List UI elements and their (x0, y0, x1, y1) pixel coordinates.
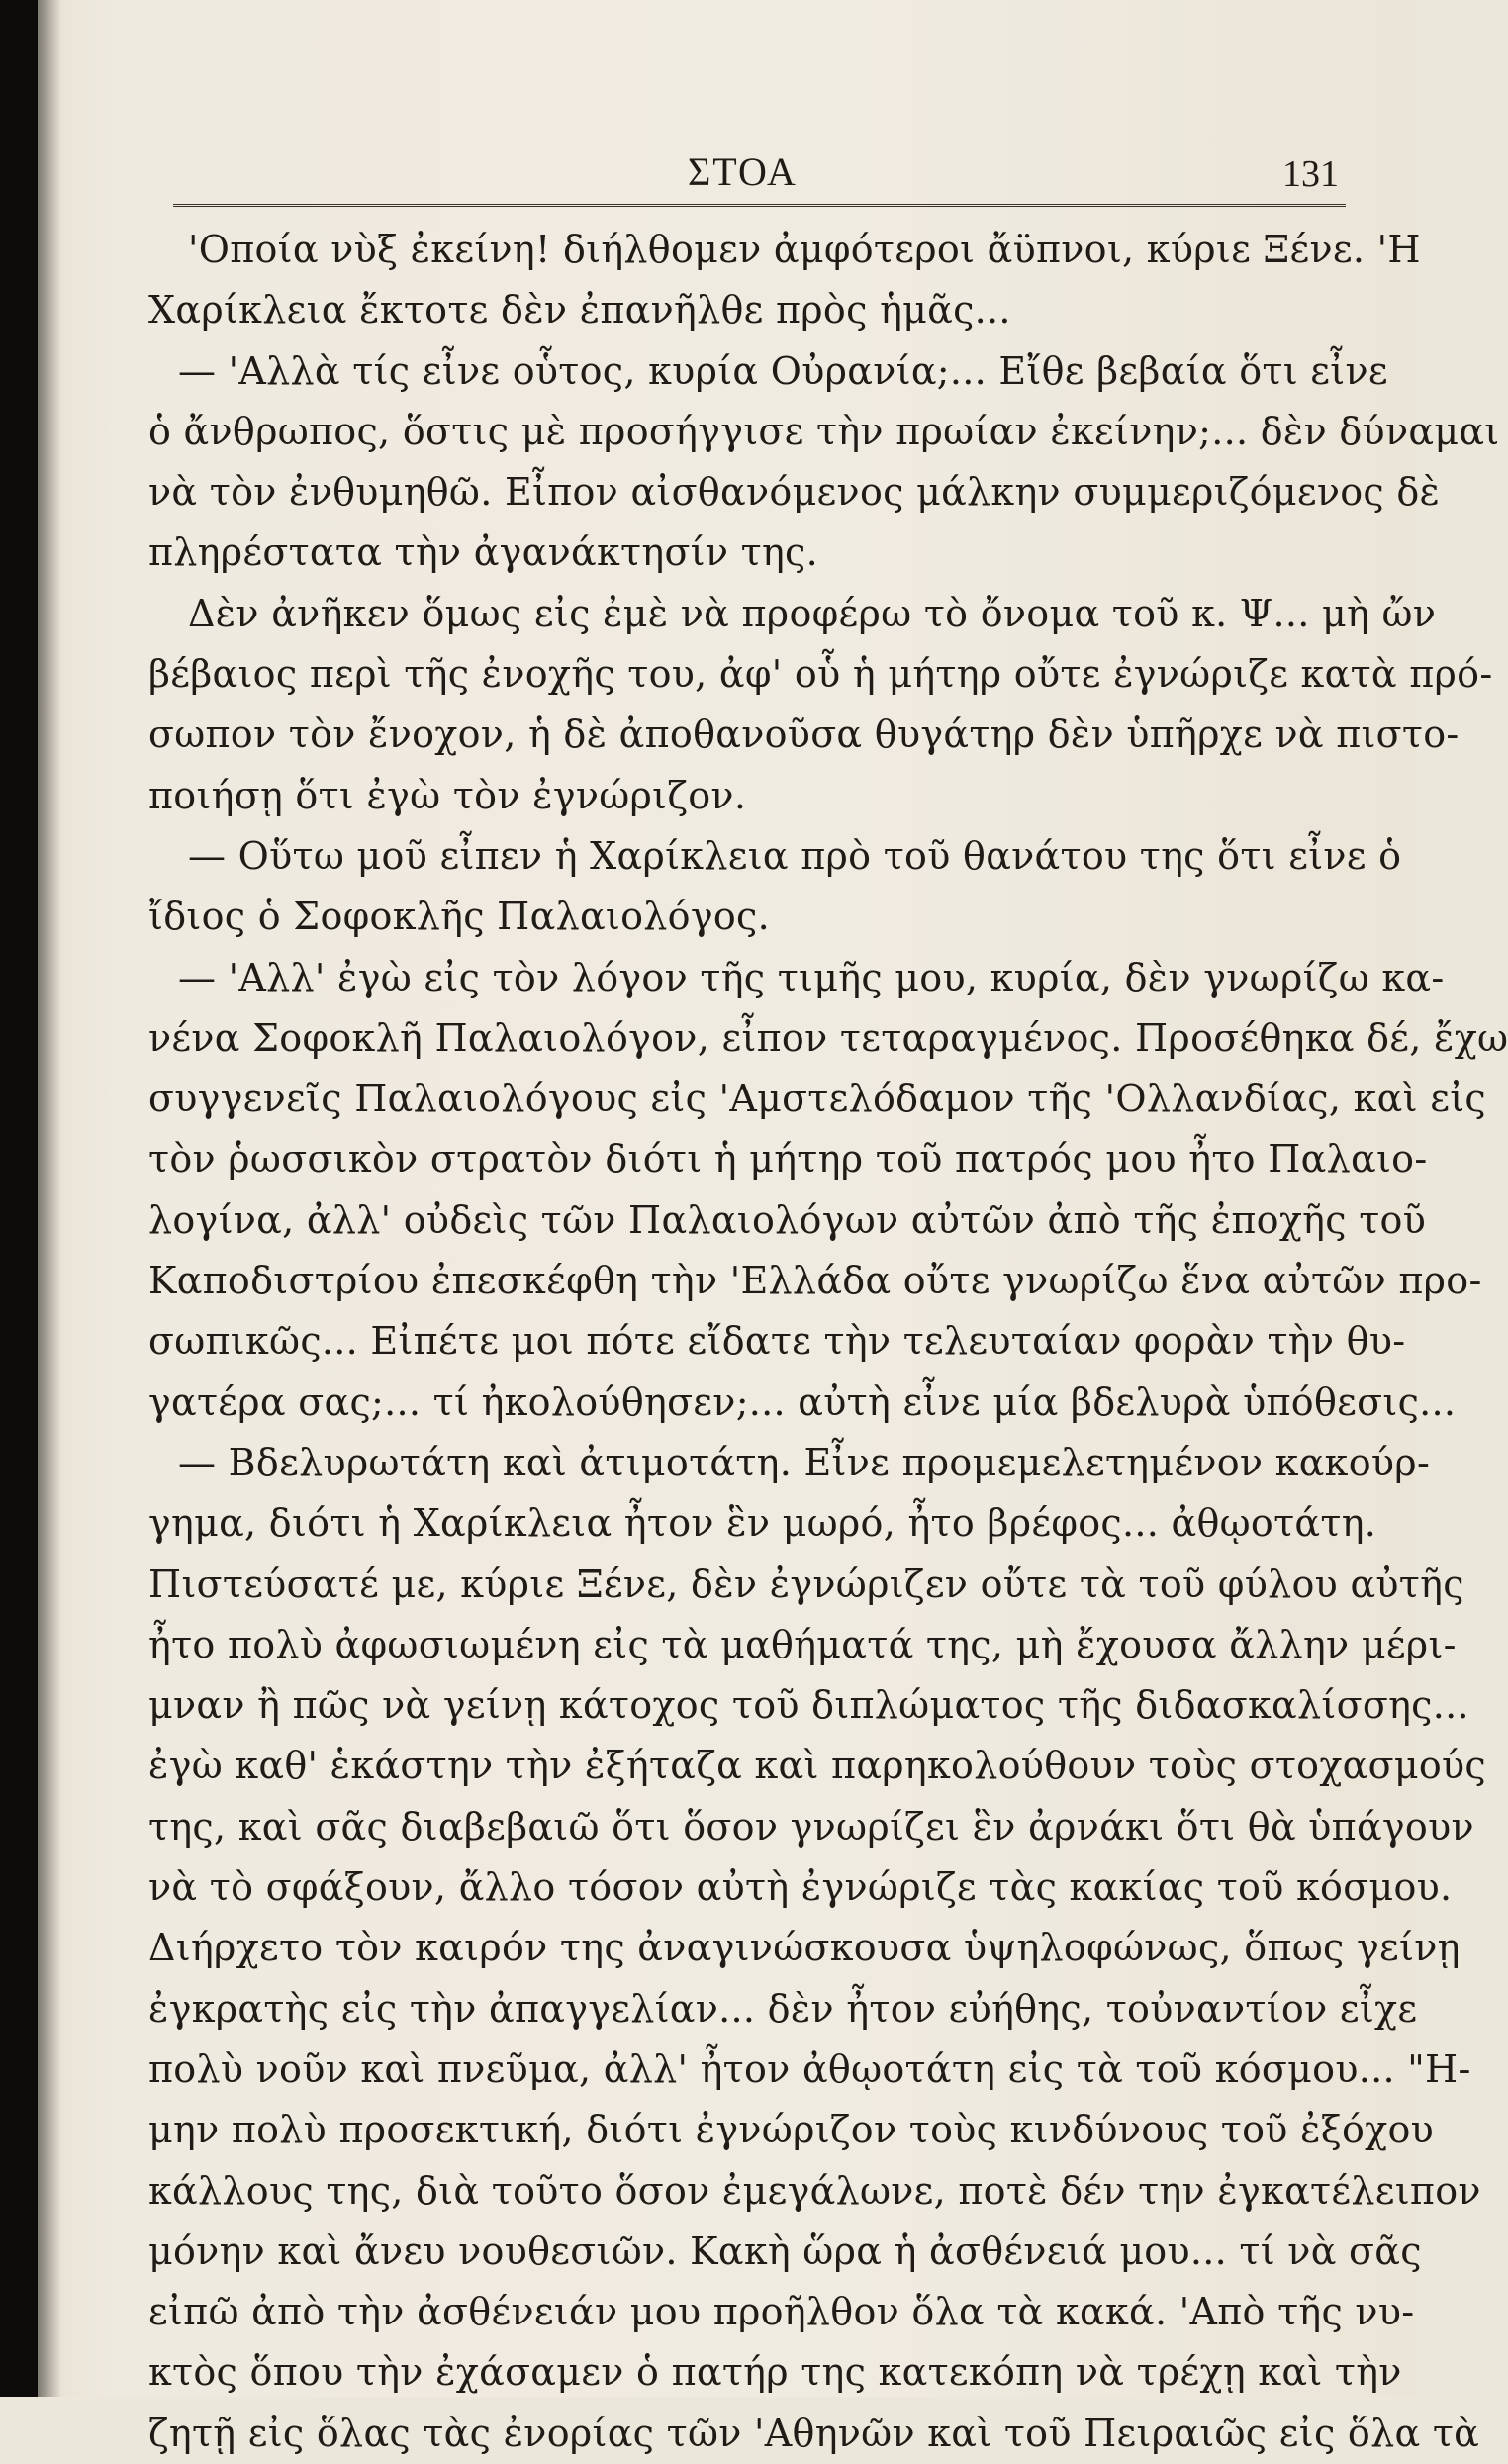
text-line: κάλλους της, διὰ τοῦτο ὅσον ἐμεγάλωνε, ποτὲ δέν την ἐγκατέλειπον (148, 2168, 1481, 2213)
text-line: λογίνα, ἀλλ' οὐδεὶς τῶν Παλαιολόγων αὐτῶν ἀπὸ τῆς ἐποχῆς τοῦ (148, 1197, 1427, 1242)
page-number: 131 (1282, 153, 1339, 195)
text-line: ἴδιος ὁ Σοφοκλῆς Παλαιολόγος. (148, 895, 770, 939)
text-line: — 'Αλλὰ τίς εἶνε οὗτος, κυρία Οὐρανία;... Εἴθε βεβαία ὅτι εἶνε (178, 348, 1388, 393)
text-line: ὁ ἄνθρωπος, ὅστις μὲ προσήγγισε τὴν πρωίαν ἐκείνην;... δὲν δύναμαι (148, 409, 1500, 453)
text-line: πληρέστατα τὴν ἀγανάκτησίν της. (148, 530, 819, 575)
text-line: βέβαιος περὶ τῆς ἐνοχῆς του, ἀφ' οὗ ἡ μήτηρ οὔτε ἐγνώριζε κατὰ πρό- (148, 652, 1493, 697)
running-title: ΣΤΟΑ (688, 149, 798, 194)
body-text (148, 220, 1508, 2464)
text-line: ἐγὼ καθ' ἑκάστην τὴν ἐξήταζα καὶ παρηκολούθουν τοὺς στοχασμούς (148, 1744, 1487, 1788)
text-line: Δὲν ἀνῆκεν ὅμως εἰς ἐμὲ νὰ προφέρω τὸ ὄνομα τοῦ κ. Ψ... μὴ ὤν (188, 591, 1437, 635)
text-line: Καποδιστρίου ἐπεσκέφθη τὴν 'Ελλάδα οὔτε γνωρίζω ἕνα αὐτῶν προ- (148, 1259, 1482, 1303)
text-line: μόνην καὶ ἄνευ νουθεσιῶν. Κακὴ ὥρα ἡ ἀσθένειά μου... τί νὰ σᾶς (148, 2228, 1422, 2273)
text-line: συγγενεῖς Παλαιολόγους εἰς 'Αμστελόδαμον τῆς 'Ολλανδίας, καὶ εἰς (148, 1077, 1486, 1121)
text-line: ἦτο πολὺ ἀφωσιωμένη εἰς τὰ μαθήματά της, μὴ ἔχουσα ἄλλην μέρι- (148, 1622, 1457, 1666)
text-line: ποιήσῃ ὅτι ἐγὼ τὸν ἐγνώριζον. (148, 773, 747, 817)
text-line: — Βδελυρωτάτη καὶ ἀτιμοτάτη. Εἶνε προμεμελετημένον κακούρ- (178, 1440, 1431, 1484)
text-line: νένα Σοφοκλῆ Παλαιολόγον, εἶπον τεταραγμένος. Προσέθηκα δέ, ἔχω (148, 1015, 1508, 1060)
header-rule (173, 198, 1346, 207)
text-line: — Οὕτω μοῦ εἶπεν ἡ Χαρίκλεια πρὸ τοῦ θανάτου της ὅτι εἶνε ὁ (188, 833, 1402, 878)
binding-gutter (38, 0, 61, 2397)
text-line: εἰπῶ ἀπὸ τὴν ἀσθένειάν μου προῆλθον ὅλα τὰ κακά. 'Απὸ τῆς νυ- (148, 2290, 1415, 2334)
text-line: σωπον τὸν ἔνοχον, ἡ δὲ ἀποθανοῦσα θυγάτηρ δὲν ὑπῆρχε νὰ πιστο- (148, 712, 1460, 757)
text-line: σωπικῶς... Εἰπέτε μοι πότε εἴδατε τὴν τελευταίαν φορὰν τὴν θυ- (148, 1319, 1406, 1364)
text-line: μην πολὺ προσεκτική, διότι ἐγνώριζον τοὺς κινδύνους τοῦ ἐξόχου (148, 2108, 1435, 2152)
text-line: γατέρα σας;... τί ἠκολούθησεν;... αὐτὴ εἶνε μία βδελυρὰ ὑπόθεσις... (148, 1379, 1457, 1424)
text-line: μναν ἢ πῶς νὰ γείνῃ κάτοχος τοῦ διπλώματος τῆς διδασκαλίσσης... (148, 1683, 1469, 1728)
text-line: νὰ τὸ σφάξουν, ἄλλο τόσον αὐτὴ ἐγνώριζε τὰς κακίας τοῦ κόσμου. (148, 1865, 1453, 1910)
text-line: γημα, διότι ἡ Χαρίκλεια ἦτον ἓν μωρό, ἦτο βρέφος... ἀθῳοτάτη. (148, 1501, 1377, 1546)
text-line: Χαρίκλεια ἔκτοτε δὲν ἐπανῆλθε πρὸς ἡμᾶς... (148, 288, 1011, 332)
text-line: ἐγκρατὴς εἰς τὴν ἀπαγγελίαν... δὲν ἦτον εὐήθης, τοὐναντίον εἶχε (148, 1986, 1418, 2031)
text-line: της, καὶ σᾶς διαβεβαιῶ ὅτι ὅσον γνωρίζει ἓν ἀρνάκι ὅτι θὰ ὑπάγουν (148, 1804, 1474, 1848)
text-line: κτὸς ὅπου τὴν ἐχάσαμεν ὁ πατήρ της κατεκόπη νὰ τρέχῃ καὶ τὴν (148, 2350, 1402, 2395)
text-line: — 'Αλλ' ἐγὼ εἰς τὸν λόγον τῆς τιμῆς μου, κυρία, δὲν γνωρίζω κα- (178, 955, 1445, 999)
text-line: Πιστεύσατέ με, κύριε Ξένε, δὲν ἐγνώριζεν οὔτε τὰ τοῦ φύλου αὐτῆς (148, 1562, 1464, 1606)
text-line: τὸν ῥωσσικὸν στρατὸν διότι ἡ μήτηρ τοῦ πατρός μου ἦτο Παλαιο- (148, 1137, 1428, 1182)
text-line: πολὺ νοῦν καὶ πνεῦμα, ἀλλ' ἦτον ἀθῳοτάτη εἰς τὰ τοῦ κόσμου... "Η- (148, 2046, 1471, 2091)
text-line: Διήρχετο τὸν καιρόν της ἀναγινώσκουσα ὑψηλοφώνως, ὅπως γείνῃ (148, 1926, 1461, 1970)
text-line: νὰ τὸν ἐνθυμηθῶ. Εἶπον αἰσθανόμενος μάλκην συμμεριζόμενος δὲ (148, 470, 1441, 515)
text-line: 'Οποία νὺξ ἐκείνη! διήλθομεν ἀμφότεροι ἄϋπνοι, κύριε Ξένε. 'Η (188, 228, 1421, 271)
text-line: ζητῇ εἰς ὅλας τὰς ἐνορίας τῶν 'Αθηνῶν καὶ τοῦ Πειραιῶς εἰς ὅλα τὰ (148, 2411, 1480, 2455)
binding-shadow (0, 0, 38, 2397)
